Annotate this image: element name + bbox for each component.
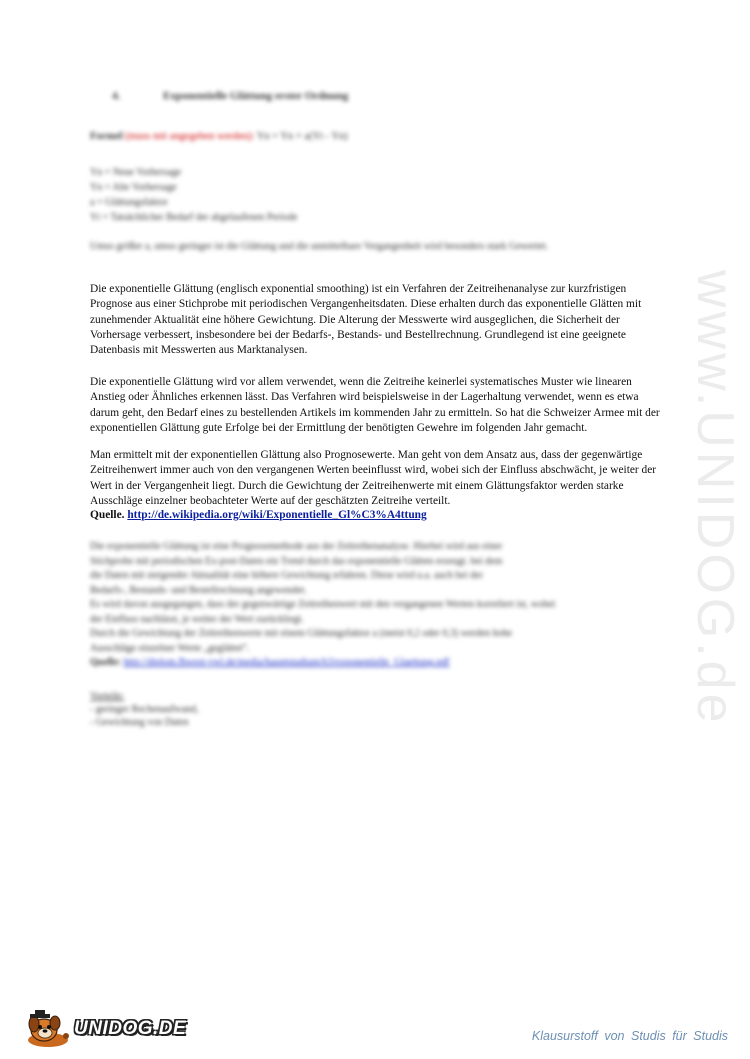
advantage-item: - Gewichtung von Daten <box>90 717 189 728</box>
advantages-title: Vorteile: <box>90 691 125 702</box>
blurred-source-link[interactable]: http://diplom.fhwest-vwl.de/media/hauptstudium/b3/exponentielle_Glaettung.pdf <box>123 657 450 668</box>
blurred-line: Stichprobe mit periodischen Ex-post-Daten ein Trend durch das exponentielle Glätten erzeugt. bei dem <box>90 555 503 567</box>
variable-item: Yn = Alte Vorhersage <box>90 182 177 193</box>
section-number: 4. <box>112 90 121 102</box>
dog-mascot-icon <box>22 1010 74 1050</box>
formula-expression: Yn = Yn + a(Yt - Yn) <box>256 131 348 142</box>
logo-text: UNIDOG.DE <box>74 1018 187 1039</box>
variable-item: a = Glättungsfaktor <box>90 197 168 208</box>
blurred-paragraph: Umso größer a, umso geringer ist die Glättung und die unmittelbare Vergangenheit wird besonders stark Gewertet. <box>90 241 549 252</box>
variable-item: Yt = Tatsächlicher Bedarf der abgelaufenen Periode <box>90 212 298 223</box>
paragraph-method: Man ermittelt mit der exponentiellen Glättung also Prognosewerte. Man geht von dem Ansatz aus, dass der gegenwärtige Zeitreihenwert immer auch von den vergangenen Werten beeinflusst wird, wobei sich der Einfluss abschwächt, je weiter der Wert in der Vergangenheit liegt. Durch die Gewichtung der Zeitreihenwerte mit einem Glättungsfaktor werden starke Ausschläge einzelner beobachteter Werte auf der geschätzten Zeitreihe verteilt. <box>90 449 657 507</box>
paragraph-definition: Die exponentielle Glättung (englisch exponential smoothing) ist ein Verfahren der Zeitreihenanalyse zur kurzfristigen Prognose aus einer Stichprobe mit periodischen Vergangenheitsdaten. Diese erhalten durch das exponentielle Glätten mit zunehmender Aktualität eine höhere Gewichtung. Die Alterung der Messwerte wird ausgeglichen, die Sicherheit der Vorhersage verbessert, insbesondere bei der Bedarfs-, Bestands- und Bestellrechnung. Grundlegend ist eine geeignete Datenbasis mit Messwerten aus Marktanalysen. <box>90 283 642 357</box>
blurred-line: Die exponentielle Glättung ist eine Prognosemethode aus der Zeitreihenanalyse. Hierbei wird aus einer <box>90 541 503 552</box>
formula-note: (muss mit angegeben werden): <box>125 131 255 142</box>
section-title: Exponentielle Glättung erster Ordnung <box>163 90 349 102</box>
blurred-line: Ausschläge einzelner Werte „geglättet“. <box>90 642 250 654</box>
section-heading <box>112 90 348 102</box>
watermark-text: www.UNIDOG.de <box>686 270 744 727</box>
blurred-block <box>90 540 650 671</box>
advantage-item: - geringer Rechenaufwand, <box>90 704 199 715</box>
blurred-source-label: Quelle: <box>90 657 122 668</box>
blurred-line: Bedarfs-, Bestands- und Bestellrechnung angewendet. <box>90 584 307 596</box>
advantages-list <box>90 690 199 729</box>
blurred-line: der Einfluss nachlässt, je weiter der Wert zurückliegt. <box>90 613 304 625</box>
variable-list <box>90 165 297 225</box>
variable-item: Yn = Neue Vorhersage <box>90 167 182 178</box>
source-line <box>90 509 427 521</box>
formula-line <box>90 131 348 142</box>
blurred-line: die Daten mit steigender Aktualität eine höhere Gewichtung erfahren. Diese wird u.a. auch bei der <box>90 570 483 581</box>
unidog-logo[interactable] <box>22 1010 187 1050</box>
blurred-line: Durch die Gewichtung der Zeitreihenwerte mit einem Glättungsfaktor a (meist 0,2 oder 0,3) werden hohe <box>90 628 513 639</box>
source-link[interactable]: http://de.wikipedia.org/wiki/Exponentielle_Gl%C3%A4ttung <box>127 509 427 521</box>
paragraph-usage: Die exponentielle Glättung wird vor allem verwendet, wenn die Zeitreihe keinerlei systematisches Muster wie linearen Anstieg oder Ähnliches erkennen lässt. Das Verfahren wird beispielsweise in der Lagerhaltung verwendet, wenn es etwa darum geht, den Bedarf eines zu bestellenden Artikels im kommenden Jahr zu ermitteln. So hat die Schweizer Armee mit der exponentiellen Glättung gute Erfolge bei der Ermittlung der benötigten Gewehre im folgenden Jahr gemacht. <box>90 376 660 434</box>
blurred-line: Es wird davon ausgegangen, dass der gegenwärtige Zeitreihenwert mit den vergangenen Werten korreliert ist, wobei <box>90 599 556 610</box>
footer-tagline: Klausurstoff von Studis für Studis <box>531 1029 728 1043</box>
formula-label: Formel <box>90 131 123 142</box>
blurred-source <box>90 656 650 671</box>
source-label: Quelle. <box>90 509 125 521</box>
